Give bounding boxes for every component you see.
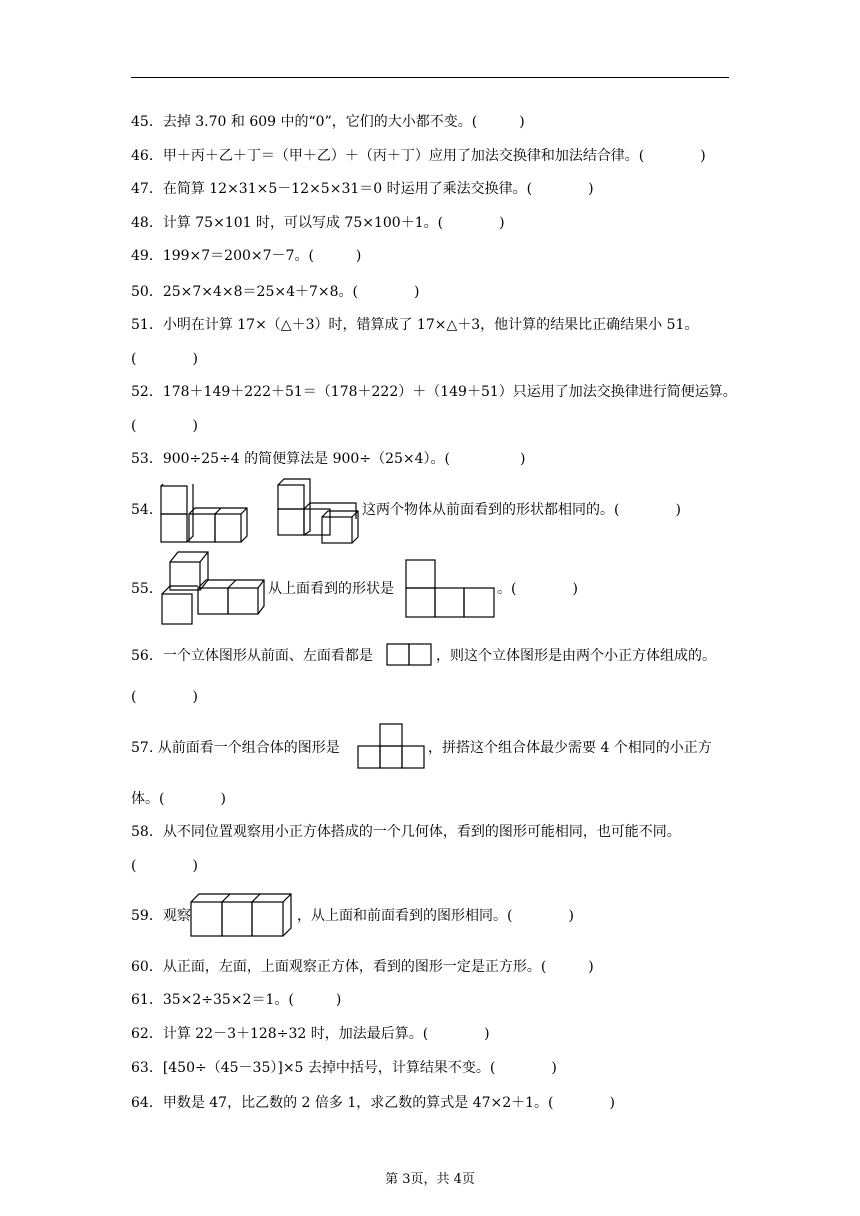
- question-58-answer: ( ): [131, 858, 198, 874]
- question-59-tail: ，从上面和前面看到的图形相同。( ): [297, 908, 574, 924]
- cube-figure-b: [276, 475, 362, 547]
- question-63: 63．[450÷（45－35）]×5 去掉中括号，计算结果不变。( ): [131, 1060, 557, 1076]
- question-60: 60．从正面，左面，上面观察正方体，看到的图形一定是正方形。( ): [131, 959, 594, 975]
- question-51-answer: ( ): [131, 351, 198, 367]
- question-51: 51．小明在计算 17×（△＋3）时，错算成了 17×△＋3，他计算的结果比正确结果小 51。: [131, 317, 699, 333]
- cube-row-figure: [189, 892, 295, 940]
- front-view-figure: [356, 722, 426, 770]
- top-view-figure: [404, 558, 498, 620]
- question-62: 62．计算 22－3＋128÷32 时，加法最后算。( ): [131, 1026, 490, 1042]
- question-61: 61．35×2÷35×2＝1。( ): [131, 992, 342, 1008]
- question-55-tail: 。( ): [497, 581, 578, 597]
- header-rule: [131, 77, 729, 78]
- question-56-tail: ，则这个立体图形是由两个小正方体组成的。: [436, 648, 716, 664]
- cube-figure-c: [158, 548, 266, 628]
- question-52-answer: ( ): [131, 418, 198, 434]
- question-56-answer: ( ): [131, 689, 198, 705]
- cube-figure-a: [159, 484, 251, 546]
- question-53: 53．900÷25÷4 的简便算法是 900÷（25×4）。( ): [131, 451, 526, 467]
- question-55-text: 从上面看到的形状是: [268, 581, 394, 597]
- question-48: 48．计算 75×101 时，可以写成 75×100＋1。( ): [131, 215, 505, 231]
- question-54-text: 这两个物体从前面看到的形状都相同的。( ): [362, 502, 681, 518]
- question-55-number: 55．: [131, 581, 163, 597]
- question-45: 45．去掉 3.70 和 609 中的“0”，它们的大小都不变。( ): [131, 114, 525, 130]
- question-58: 58．从不同位置观察用小正方体搭成的一个几何体，看到的图形可能相同，也可能不同。: [131, 824, 681, 840]
- question-49: 49．199×7＝200×7－7。( ): [131, 248, 362, 264]
- question-59-text: 59．观察: [131, 908, 191, 924]
- question-57-tail: ，拼搭这个组合体最少需要 4 个相同的小正方: [428, 740, 712, 756]
- question-56-text: 56．一个立体图形从前面、左面看都是: [131, 648, 373, 664]
- question-46: 46．甲＋丙＋乙＋丁＝（甲＋乙）＋（丙＋丁）应用了加法交换律和加法结合律。( ): [131, 148, 706, 164]
- question-50: 50．25×7×4×8＝25×4＋7×8。( ): [131, 284, 420, 300]
- question-52: 52．178＋149＋222＋51＝（178＋222）＋（149＋51）只运用了加法交换律进行简便运算。: [131, 384, 737, 400]
- two-square-figure: [386, 643, 434, 667]
- question-57-text: 57. 从前面看一个组合体的图形是: [131, 740, 340, 756]
- page-footer: 第 3页，共 4页: [385, 1172, 475, 1187]
- question-64: 64．甲数是 47，比乙数的 2 倍多 1，求乙数的算式是 47×2＋1。( ): [131, 1095, 615, 1111]
- question-57-answer: 体。( ): [131, 791, 226, 807]
- question-54-number: 54．: [131, 502, 163, 518]
- question-47: 47．在简算 12×31×5－12×5×31＝0 时运用了乘法交换律。( ): [131, 181, 594, 197]
